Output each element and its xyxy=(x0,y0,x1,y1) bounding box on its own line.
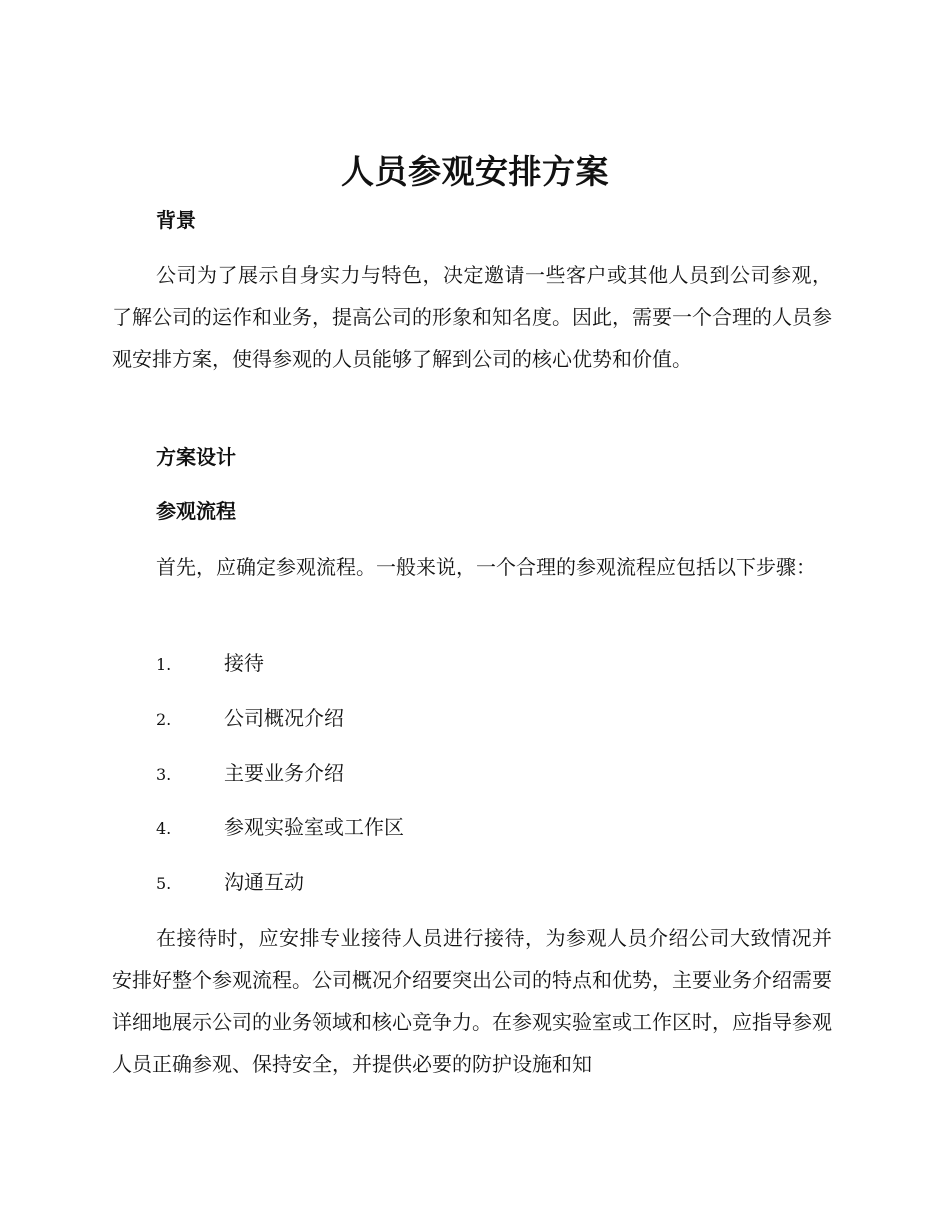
list-item-number: 2. xyxy=(156,710,172,729)
list-item-number: 1. xyxy=(156,655,172,674)
list-item xyxy=(156,867,304,899)
reception-paragraph: 在接待时，应安排专业接待人员进行接待，为参观人员介绍公司大致情况并安排好整个参观流程。公司概况介绍要突出公司的特点和优势，主要业务介绍需要详细地展示公司的业务领域和核心竞争力。在参观实验室或工作区时，应指导参观人员正确参观、保持安全，并提供必要的防护设施和知 xyxy=(112,926,832,1076)
background-paragraph: 公司为了展示自身实力与特色，决定邀请一些客户或其他人员到公司参观，了解公司的运作和业务，提高公司的形象和知名度。因此，需要一个合理的人员参观安排方案，使得参观的人员能够了解到公司的核心优势和价值。 xyxy=(112,263,832,371)
flow-intro-paragraph: 首先，应确定参观流程。一般来说，一个合理的参观流程应包括以下步骤： xyxy=(156,555,816,579)
list-item-label: 参观实验室或工作区 xyxy=(224,815,404,839)
list-item xyxy=(156,758,344,790)
list-item xyxy=(156,648,264,680)
list-item-label: 公司概况介绍 xyxy=(224,706,344,730)
flow-heading: 参观流程 xyxy=(156,499,236,523)
background-heading: 背景 xyxy=(156,208,196,232)
list-item-label: 沟通互动 xyxy=(224,870,304,894)
list-item-number: 5. xyxy=(156,874,172,893)
list-item xyxy=(156,812,404,844)
list-item-number: 4. xyxy=(156,819,172,838)
list-item-label: 接待 xyxy=(224,651,264,675)
list-item-label: 主要业务介绍 xyxy=(224,761,344,785)
list-item xyxy=(156,703,344,735)
document-title: 人员参观安排方案 xyxy=(341,152,609,191)
design-heading: 方案设计 xyxy=(156,445,236,469)
list-item-number: 3. xyxy=(156,765,172,784)
